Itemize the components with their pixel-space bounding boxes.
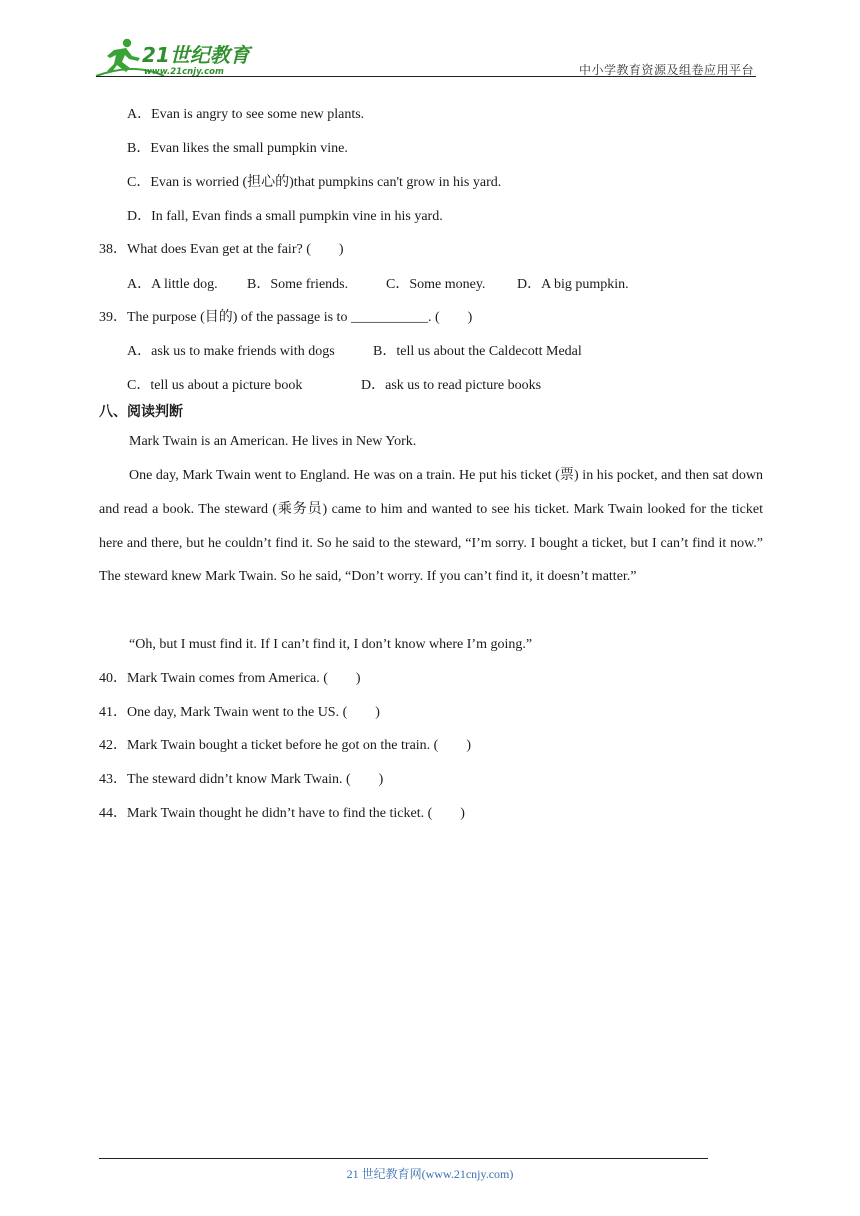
passage-paragraph-2: One day, Mark Twain went to England. He was on a train. He put his ticket (票) in his pocket, and then sat down and read a book. The steward (乘务员) came to him and wanted to see his ticket. Mark Twain looked for the ticket here and there, but he couldn’t find it. So he said to the steward, “I’m sorry. I bought a ticket, but I can’t find it now.” The steward knew Mark Twain. So he said, “Don’t worry. If you can’t find it, it doesn’t matter.” bbox=[99, 468, 763, 585]
q39-option-c: C．tell us about a picture book bbox=[127, 378, 303, 393]
header-divider bbox=[96, 76, 756, 77]
q37-option-b: B．Evan likes the small pumpkin vine. bbox=[127, 141, 348, 156]
q38-option-d: D．A big pumpkin. bbox=[517, 277, 629, 292]
header-platform-text: 中小学教育资源及组卷应用平台 bbox=[578, 63, 754, 77]
q37-option-d: D．In fall, Evan finds a small pumpkin vine in his yard. bbox=[127, 209, 443, 224]
q37-option-a: A．Evan is angry to see some new plants. bbox=[127, 107, 365, 122]
q38-option-a: A．A little dog. bbox=[127, 277, 218, 292]
q39-option-b: B．tell us about the Caldecott Medal bbox=[373, 344, 582, 359]
passage-paragraph-1: Mark Twain is an American. He lives in New York. bbox=[129, 434, 417, 449]
q39-option-a: A．ask us to make friends with dogs bbox=[127, 344, 335, 359]
question-43: 43．The steward didn’t know Mark Twain. ( ) bbox=[99, 772, 384, 787]
site-logo bbox=[94, 36, 258, 78]
footer-divider bbox=[99, 1158, 708, 1159]
q39-option-d: D．ask us to read picture books bbox=[361, 378, 542, 393]
logo-url: www.21cnjy.com bbox=[144, 67, 224, 77]
passage-paragraph-3: “Oh, but I must find it. If I can’t find it, I don’t know where I’m going.” bbox=[129, 637, 533, 652]
q38-option-c: C．Some money. bbox=[386, 277, 486, 292]
q38-option-b: B．Some friends. bbox=[247, 277, 349, 292]
question-42: 42．Mark Twain bought a ticket before he got on the train. ( ) bbox=[99, 738, 471, 753]
section-title: 八、阅读判断 bbox=[99, 405, 183, 420]
question-40: 40．Mark Twain comes from America. ( ) bbox=[99, 671, 361, 686]
question-41: 41．One day, Mark Twain went to the US. ( ) bbox=[99, 705, 380, 720]
footer-link[interactable]: 21 世纪教育网(www.21cnjy.com) bbox=[346, 1167, 514, 1181]
question-44: 44．Mark Twain thought he didn’t have to find the ticket. ( ) bbox=[99, 806, 465, 821]
logo-text: 21世纪教育 bbox=[142, 43, 250, 67]
q37-option-c: C．Evan is worried (担心的)that pumpkins can't grow in his yard. bbox=[127, 175, 502, 190]
q39-stem: 39．The purpose (目的) of the passage is to ___________. ( ) bbox=[99, 310, 473, 325]
q38-stem: 38．What does Evan get at the fair? ( ) bbox=[99, 242, 344, 257]
